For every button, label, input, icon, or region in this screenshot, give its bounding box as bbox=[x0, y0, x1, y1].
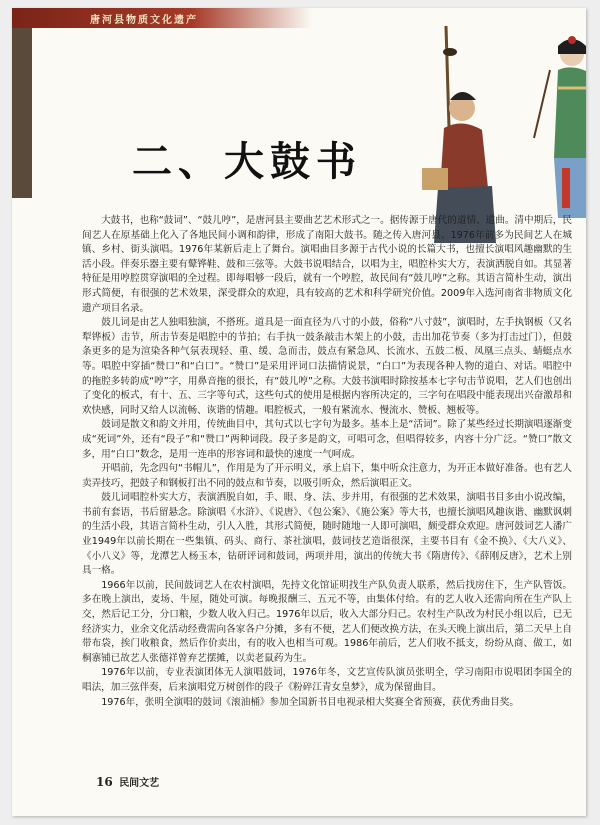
magazine-page bbox=[12, 8, 586, 816]
page-title: 二、大鼓书 bbox=[132, 138, 362, 185]
paragraph: 1976年，张明全演唱的鼓词《滚油桶》参加全国新书目电视录相大奖赛全省预赛，获优秀曲目奖。 bbox=[101, 696, 519, 708]
paragraph: 1966年以前，民间鼓词艺人在农村演唱，先持文化馆证明找生产队负责人联系，然后找房住下，生产队管饭。多在晚上演出，麦场、牛屋，随处可演。每晚报酬三、五元不等，由集体付给。有的艺人收入还需向所在生产队上交，然后记工分，分口粮，少数人收入归己。1976年以后，收入大部分归己。农村生产队改为村民小组以后，已无经济实力，业余文化活动经费需向各家各户分摊，多有不便，艺人们便改换方法，在头天晚上演出后，第二天早上自带布袋，挨门收粮食，然后作价卖出，有的收入也相当可观。1986年前后，艺人们收不抵支，纷纷从商、做工，如桐寨铺已故艺人张德祥曾弃艺摆摊，以卖老鼠药为生。 bbox=[82, 579, 572, 664]
side-tab bbox=[12, 28, 32, 198]
paragraph: 鼓词是散文和韵文并用，传统曲目中，其句式以七字句为最多。基本上是“活词”。除了某些经过长期演唱逐渐变成“死词”外，还有“段子”和“赞口”两种词段。段子多是韵文，可唱可念，但唱得较多，内容十分广泛。“赞口”散文多，用“白口”数念，是用一连串的形容词和最快的速度一气呵成。 bbox=[82, 419, 572, 460]
header-band bbox=[12, 8, 312, 28]
magazine-name: 民间文艺 bbox=[119, 778, 160, 789]
article-body bbox=[82, 214, 572, 710]
paragraph: 大鼓书，也称“鼓词”、“鼓儿哼”，是唐河县主要曲艺艺术形式之一。据传源于唐代的道情、道曲。清中期后，民间艺人在原基础上化入了各地民间小调和韵律，形成了南阳大鼓书。随之传入唐河县。1976年前多为民间艺人在城镇、乡村、街头演唱。1976年某新后走上了舞台。演唱曲目多源于古代小说的长篇大书，也擅长演唱风趣幽默的生活小段。伴奏乐器主要有鼙铧鞋、鼓和三弦等。大鼓书说唱结合，以唱为主，唱腔朴实大方，表演洒脱自如。其显著特征是用哼腔贯穿演唱的全过程。即每唱够一段后，就有一个哼腔，故民间有“鼓儿哼”之称。其语言简朴生动，演出形式简便，有很强的艺术效果，深受群众的欢迎，具有较高的艺术和科学研究价值。2009年入选河南省非物质文化遗产项目名录。 bbox=[82, 215, 572, 314]
paragraph: 鼓儿词唱腔朴实大方，表演洒脱自如，手、眼、身、法、步并用，有很强的艺术效果，演唱书目多由小说改编，书前有套语，书后留悬念。除演唱《水浒》、《说唐》、《包公案》、《施公案》等大书，也擅长演唱风趣诙谐、幽默讽刺的生活小段，其语言简朴生动，引人入胜，其形式简便，随时随地一人即可演唱，颇受群众欢迎。唐河鼓词艺人潘广业1949年以前长期在一些集镇、码头、商行、茶社演唱，鼓词技艺造诣很深，主要书目有《金不换》、《大八义》、《小八义》等，龙潭艺人杨玉本，钻研评词和鼓词，两项并用，演出的传统大书《隋唐传》、《薛刚反唐》，艺术上别具一格。 bbox=[82, 492, 572, 577]
paragraph: 开唱前，先念四句“书帽儿”，作用是为了开示明义，承上启下，集中听众注意力，为开正本做好准备。也有艺人卖弄技巧，把鼓子和钢板打出不同的鼓点和节奏，以吸引听众，然后演唱正文。 bbox=[82, 463, 572, 489]
page-number: 16 bbox=[96, 775, 113, 789]
paragraph: 鼓儿词是由艺人独唱独演，不搭班。道具是一面直径为八寸的小鼓，俗称“八寸鼓”，演唱时，左手执钢板（又名犁铧板）击节，所击节奏是唱腔中的节拍；右手执一鼓条敲击木架上的小鼓，击出加花节奏（多为打击过门），但鼓条更多的是为渲染各种气氛表现轻、重、缓、急而击，鼓点有紧急风、长流水、五鼓二板、凤凰三点头、蜻蜓点水等。唱腔中穿插“赞口”和“白口”。“赞口”是采用评词口法描情说景，“白口”为表现各种人物的道白、对话。唱腔中的拖腔多转韵成“哼”字，用鼻音拖的很长，有“鼓儿哼”之称。大鼓书演唱时除按基本七字句击节说唱，艺人们也创出了变化的板式，有十、五、三字等句式，这些句式的使用是根据内容所决定的，三字句在唱段中能表现出兴奋激昂和欢快感，同时又给人以流畅、诙谐的情趣。唱腔板式，一般有紧流水、慢流水、赞板、翘板等。 bbox=[82, 317, 572, 416]
page-footer bbox=[96, 774, 159, 789]
header-band-text: 唐河县物质文化遗产 bbox=[90, 15, 198, 26]
paragraph: 1976年以前，专业表演团体无人演唱鼓词，1976年冬，文艺宣传队演员张明全，学习南阳市说唱团李国全的唱法，加三弦伴奏，后来演唱党万树创作的段子《粉碎江青女皇梦》，成为保留曲目。 bbox=[82, 667, 572, 693]
